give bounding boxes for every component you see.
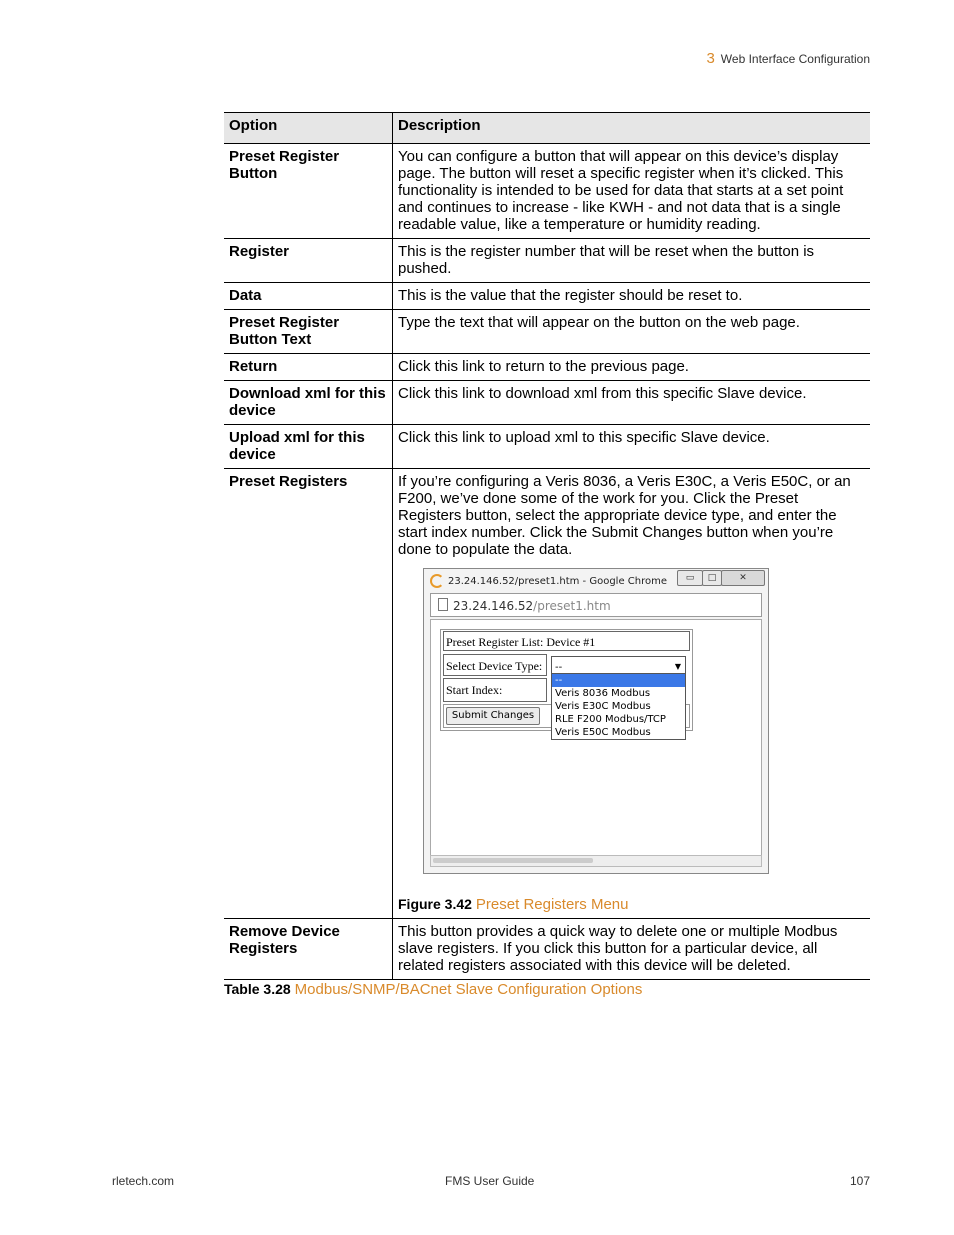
table-row — [224, 919, 870, 980]
device-type-dropdown — [551, 673, 686, 740]
description-cell — [393, 469, 871, 919]
table-row — [224, 354, 870, 381]
horizontal-scrollbar[interactable] — [430, 855, 762, 867]
option-cell: Download xml for this device — [224, 381, 393, 425]
form-title-cell — [443, 631, 690, 651]
description-cell: Click this link to download xml from this specific Slave device. — [393, 381, 871, 425]
chrome-icon — [430, 574, 444, 588]
description-cell: Click this link to upload xml to this specific Slave device. — [393, 425, 871, 469]
option-cell: Remove Device Registers — [224, 919, 393, 980]
dropdown-option[interactable]: RLE F200 Modbus/TCP — [555, 714, 666, 725]
description-cell: Click this link to return to the previous page. — [393, 354, 871, 381]
dropdown-option[interactable]: Veris E50C Modbus — [555, 727, 651, 738]
description-cell: This is the value that the register should be reset to. — [393, 283, 871, 310]
table-row — [224, 144, 870, 239]
option-cell: Register — [224, 239, 393, 283]
close-button[interactable]: ✕ — [721, 570, 765, 586]
browser-viewport — [430, 619, 762, 859]
preset-register-form — [440, 629, 693, 738]
option-cell: Preset Register Button — [224, 144, 393, 239]
table-row — [224, 381, 870, 425]
address-bar[interactable] — [430, 593, 762, 617]
chapter-title: Web Interface Configuration — [720, 52, 870, 66]
browser-screenshot — [423, 568, 769, 874]
column-header-description: Description — [393, 113, 871, 144]
page-icon — [438, 598, 448, 611]
table-header-row — [224, 113, 870, 144]
option-cell: Return — [224, 354, 393, 381]
table-row — [224, 283, 870, 310]
footer-website: rletech.com — [112, 1174, 175, 1188]
chevron-down-icon: ▼ — [674, 662, 681, 671]
option-cell: Data — [224, 283, 393, 310]
window-titlebar — [424, 569, 768, 591]
page-header — [706, 50, 870, 67]
description-cell: Type the text that will appear on the button on the web page. — [393, 310, 871, 354]
minimize-button[interactable]: ▭ — [677, 570, 703, 586]
options-table — [224, 112, 870, 980]
device-type-cell — [443, 654, 547, 676]
column-header-option: Option — [224, 113, 393, 144]
figure-title: Preset Registers Menu — [475, 896, 629, 913]
figure-label: Figure 3.42 — [398, 896, 472, 912]
page-number: 107 — [849, 1174, 870, 1188]
footer-title: FMS User Guide — [445, 1174, 535, 1188]
table-row — [224, 469, 870, 919]
scrollbar-thumb[interactable] — [433, 858, 593, 863]
description-cell: This button provides a quick way to delete one or multiple Modbus slave registers. If you click this button for a particular device, all related registers associated with this device will be deleted. — [393, 919, 871, 980]
url-host: 23.24.146.52 — [453, 599, 534, 613]
option-cell: Preset Register Button Text — [224, 310, 393, 354]
start-index-label: Start Index: — [446, 683, 503, 697]
start-index-cell — [443, 678, 547, 702]
maximize-button[interactable]: □ — [702, 570, 722, 586]
chapter-number: 3 — [706, 50, 715, 67]
form-title: Preset Register List: Device #1 — [446, 635, 596, 649]
dropdown-option[interactable]: Veris 8036 Modbus — [555, 688, 651, 699]
device-type-select[interactable] — [551, 656, 686, 674]
url-text — [453, 598, 611, 615]
description-cell: You can configure a button that will appear on this device’s display page. The button will reset a specific register when it’s clicked. This functionality is intended to be used for data that starts at a set point and continues to increase - like KWH - and not data that is a single readable value, like a temperature or humidity reading. — [393, 144, 871, 239]
table-caption — [224, 981, 642, 999]
option-cell: Preset Registers — [224, 469, 393, 919]
table-row — [224, 310, 870, 354]
submit-changes-button[interactable]: Submit Changes — [446, 707, 540, 725]
url-path: /preset1.htm — [533, 599, 611, 613]
table-row — [224, 425, 870, 469]
dropdown-option[interactable]: Veris E30C Modbus — [555, 701, 651, 712]
table-row — [224, 239, 870, 283]
table-label: Table 3.28 — [224, 981, 291, 997]
dropdown-option[interactable]: -- — [552, 674, 685, 687]
description-cell: This is the register number that will be reset when the button is pushed. — [393, 239, 871, 283]
table-title: Modbus/SNMP/BACnet Slave Configuration Options — [294, 981, 643, 998]
option-cell: Upload xml for this device — [224, 425, 393, 469]
figure-caption — [398, 896, 865, 913]
window-title: 23.24.146.52/preset1.htm - Google Chrome — [448, 576, 668, 587]
description-text: If you’re configuring a Veris 8036, a Veris E30C, a Veris E50C, or an F200, we’ve done some of the work for you. Click the Preset Registers button, select the appropriate device type, and enter the start index number. Click the Submit Changes button when you’re done to populate the data. — [398, 473, 851, 558]
selected-value: -- — [555, 662, 563, 673]
device-type-label: Select Device Type: — [446, 659, 543, 673]
